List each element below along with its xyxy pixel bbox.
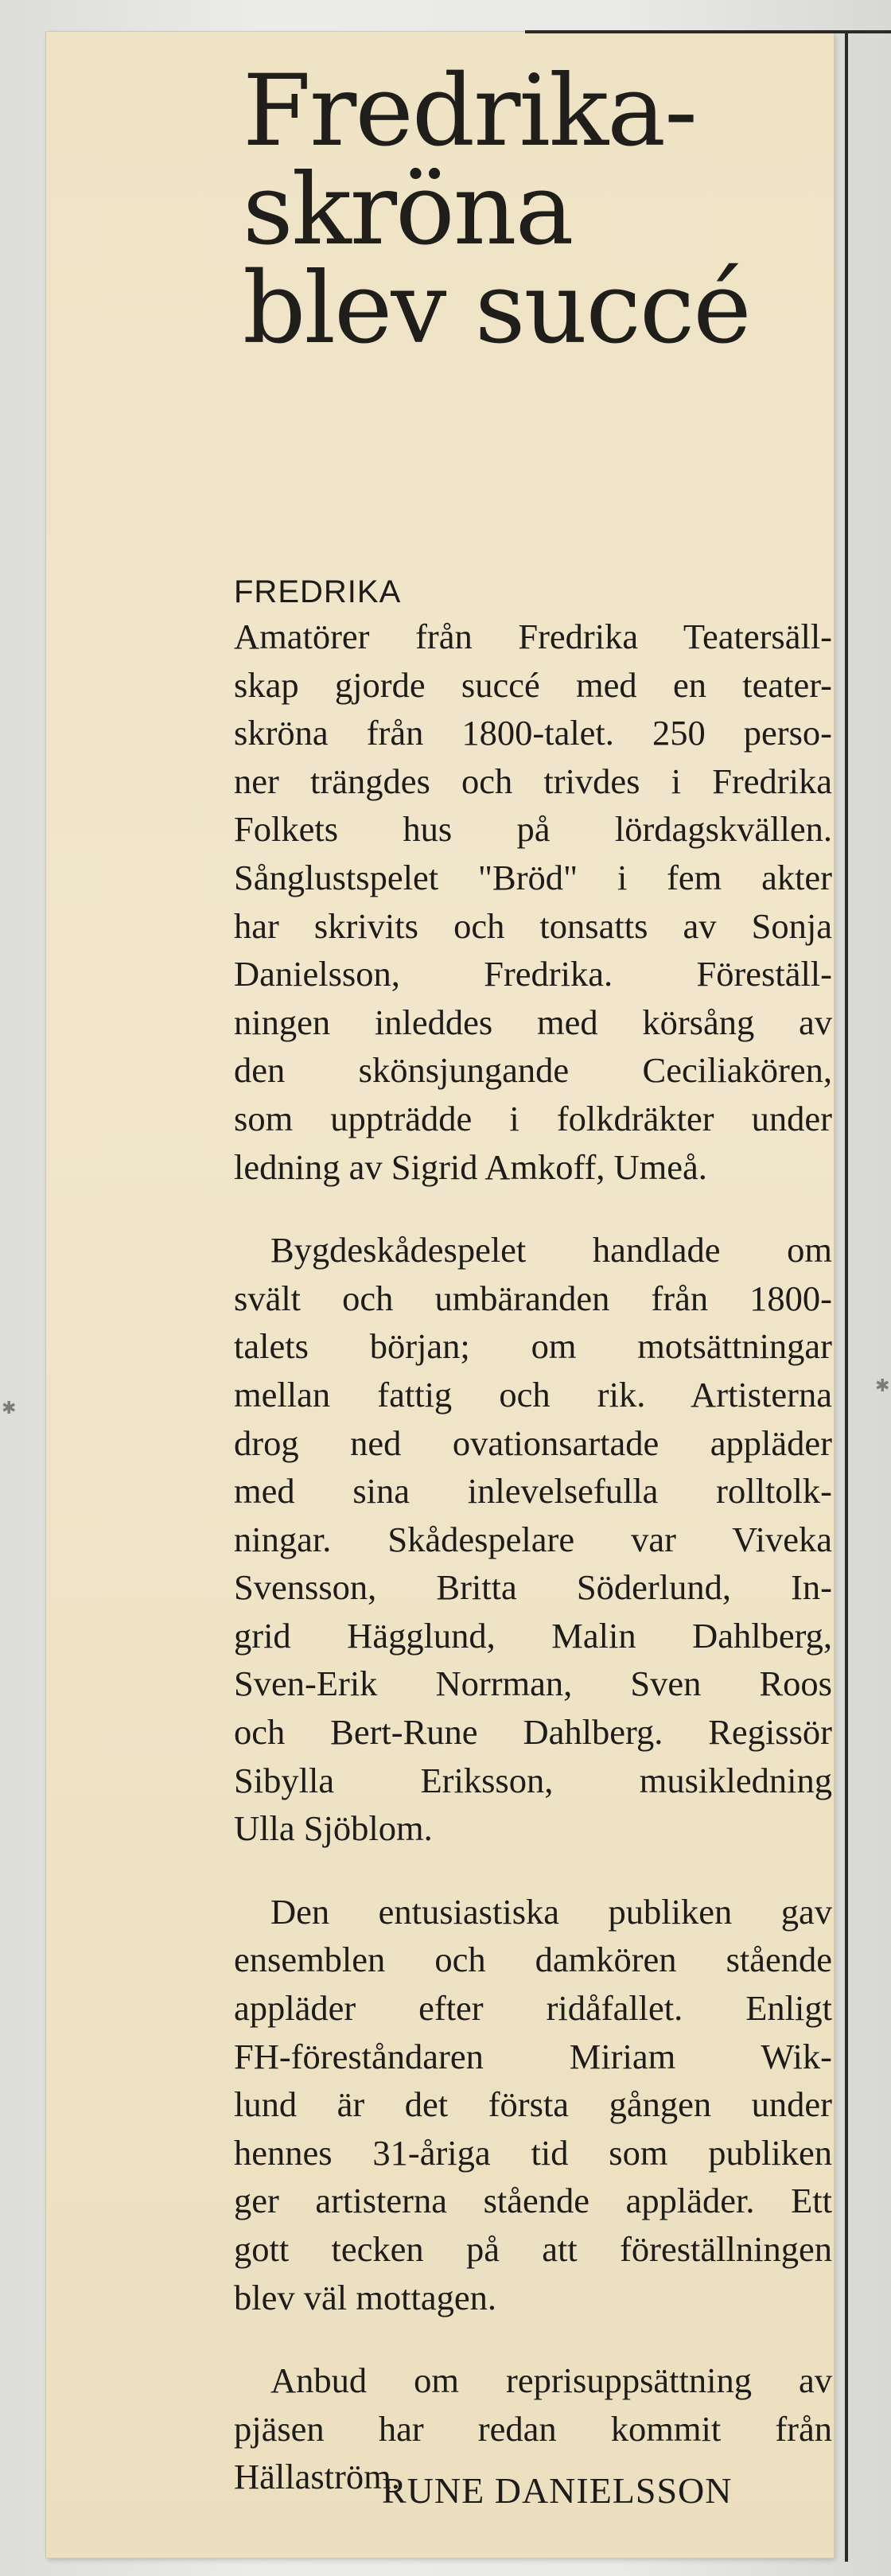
text-line: talets början; om motsättningar [234, 1326, 832, 1367]
headline-line: blev succé [243, 251, 750, 366]
text-line: gott tecken på att föreställningen [234, 2229, 832, 2269]
text-line: ger artisterna stående appläder. Ett [234, 2181, 832, 2221]
column-rule-right [845, 32, 848, 2562]
dateline: FREDRIKA [234, 574, 402, 609]
headline [243, 54, 750, 366]
text-line: ningar. Skådespelare var Viveka [234, 1519, 832, 1559]
column-rule-top [525, 30, 891, 33]
text-line: som uppträdde i folkdräkter under [234, 1098, 832, 1138]
paragraph-1 [234, 613, 832, 1191]
text-line: ledning av Sigrid Amkoff, Umeå. [234, 1146, 707, 1187]
text-line: Ulla Sjöblom. [234, 1808, 433, 1849]
paragraph-gap [234, 1191, 832, 1226]
text-line: svält och umbäranden från 1800- [234, 1278, 832, 1318]
text-line: blev väl mottagen. [234, 2277, 496, 2317]
text-line: Sven-Erik Norrman, Sven Roos [234, 1664, 832, 1704]
text-line: grid Hägglund, Malin Dahlberg, [234, 1615, 832, 1656]
paragraph-gap [234, 2321, 832, 2356]
paragraph-gap [234, 1853, 832, 1888]
text-line: mellan fattig och rik. Artisterna [234, 1374, 832, 1414]
article-body [234, 571, 832, 2501]
text-line: Sånglustspelet "Bröd" i fem akter [234, 857, 832, 897]
text-line: ner trängdes och trivdes i Fredrika [234, 761, 832, 801]
text-line: appläder efter ridåfallet. Enligt [234, 1988, 832, 2029]
text-line: med sina inlevelsefulla rolltolk- [234, 1471, 832, 1512]
text-line: ningen inleddes med körsång av [234, 1002, 832, 1042]
headline-line: skröna [243, 153, 573, 267]
text-line: och Bert-Rune Dahlberg. Regissör [234, 1712, 832, 1753]
pin-icon: ✱ [2, 1399, 17, 1418]
text-line: Hällaström. [234, 2457, 400, 2497]
text-line: Svensson, Britta Söderlund, In- [234, 1567, 832, 1608]
text-line: skap gjorde succé med en teater- [234, 664, 832, 705]
text-line: hennes 31-åriga tid som publiken [234, 2132, 832, 2173]
text-line: skröna från 1800-talet. 250 perso- [234, 713, 832, 753]
pin-icon: ✱ [875, 1376, 890, 1396]
text-line: ensemblen och damkören stående [234, 1940, 832, 1980]
text-line: lund är det första gången under [234, 2084, 832, 2125]
paragraph-2 [234, 1226, 832, 1853]
text-line: Bygdeskådespelet handlade om [270, 1230, 832, 1270]
text-line: Danielsson, Fredrika. Föreställ- [234, 954, 832, 994]
text-line: FH-föreståndaren Miriam Wik- [234, 2036, 832, 2076]
text-line: Anbud om reprisuppsättning av [270, 2360, 832, 2401]
paragraph-3 [234, 1888, 832, 2321]
text-line: Den entusiastiska publiken gav [270, 1891, 832, 1932]
text-line: Folkets hus på lördagskvällen. [234, 809, 832, 850]
text-line: pjäsen har redan kommit från [234, 2408, 832, 2449]
headline-line: Fredrika- [243, 54, 696, 169]
byline: RUNE DANIELSSON [382, 2470, 733, 2511]
text-line: den skönsjungande Ceciliakören, [234, 1050, 832, 1091]
text-line: Sibylla Eriksson, musikledning [234, 1760, 832, 1800]
text-line: har skrivits och tonsatts av Sonja [234, 905, 832, 946]
text-line: drog ned ovationsartade appläder [234, 1422, 832, 1463]
text-line: Amatörer från Fredrika Teatersäll- [234, 617, 832, 656]
